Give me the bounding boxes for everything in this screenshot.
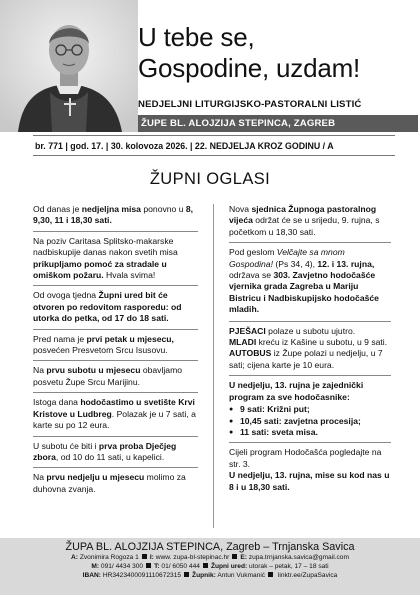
program-list — [229, 404, 391, 438]
parish-name-bar: ŽUPE BL. ALOJZIJA STEPINCA, ZAGREB — [138, 115, 418, 132]
notice-caritas: Na poziv Caritasa Splitsko-makarske nadbiskupije danas nakon svetih misa prikupljamo pomoć za stradale u omiškom požaru. Hvala svima! — [33, 235, 178, 281]
square-bullet-icon — [203, 563, 208, 568]
divider — [229, 321, 391, 322]
square-bullet-icon — [232, 554, 237, 559]
title-line-2: Gospodine, uzdam! — [138, 53, 361, 83]
website-link[interactable]: www. zupa-bl-stepinac.hr — [153, 554, 230, 561]
square-bullet-icon — [142, 554, 147, 559]
notice-sunday-program: U nedjelju, 13. rujna je zajednički program za sve hodočasnike: ● 9 sati: Križni put; ● 10,45 sati: zavjetna procesija; ● 11 sati: sveta misa. — [229, 380, 391, 438]
divider — [229, 442, 391, 443]
notice-pastoral-council: Nova sjednica Župnoga pastoralnog vijeća održat će se u srijedu, 9. rujna, s početkom u 18,30 sati. — [229, 204, 380, 237]
notice-vocations: Na prvu nedjelju u mjesecu molimo za duhovna zvanja. — [33, 472, 186, 494]
footer-contact-row-2: M: 091/ 4434 300 T: 01/ 6050 444 Župni ured: utorak – petak, 17 – 18 sati — [91, 563, 329, 570]
column-divider — [213, 204, 214, 528]
right-column — [229, 204, 391, 493]
program-item: ● 11 sati: sveta misa. — [229, 427, 391, 438]
square-bullet-icon — [146, 563, 151, 568]
section-title: ŽUPNI OGLASI — [149, 170, 271, 188]
title-line-1: U tebe se, — [138, 22, 255, 52]
divider — [33, 467, 198, 468]
pope-portrait-image — [0, 0, 138, 132]
divider — [33, 231, 198, 232]
notice-marija-bistrica: Pod geslom Velčajte sa mnom Gospodina! (Ps 34, 4), 12. i 13. rujna, održava se 303. Zavjetno hodočašće vjernika grada Zagreba u Mariju Bistricu i Nadbiskupijsko hodočašće mladih. — [229, 247, 379, 315]
notice-travel-options: PJEŠACI polaze u subotu ujutro. MLADI kreću iz Kašine u subotu, u 9 sati. AUTOBUS iz Župe polazi u nedjelju, u 7 sati; cijena karte je 10 eura. — [229, 325, 388, 370]
divider — [33, 360, 198, 361]
notice-full-program: Cijeli program Hodočašća pogledajte na str. 3. U nedjelju, 13. rujna, mise su kod nas u 8 i u 18,30 sati. — [229, 447, 390, 492]
footer — [0, 538, 420, 595]
footer-contact-row-1: A: Zvonimira Rogoza 1 I: www. zupa-bl-stepinac.hr E: zupa.trnjanska.savica@gmail.com — [71, 554, 349, 561]
left-column — [33, 204, 198, 495]
notice-childrens-choir: U subotu će biti i prva proba Dječjeg zbora, od 10 do 11 sati, u kapelici. — [33, 440, 177, 462]
issue-top-rule — [33, 135, 395, 136]
notice-parish-office: Od ovoga tjedna Župni ured bit će otvoren po redovitom rasporedu: od utorka do petka, od 17 do 18 sati. — [33, 290, 182, 324]
footer-contact-row-3: IBAN: HR3423400091110672315 Župnik: Antun Vukmanić linktr.ee/ZupaSavica — [82, 572, 338, 579]
linktree-link[interactable]: linktr.ee/ZupaSavica — [276, 572, 338, 579]
email-link[interactable]: zupa.trnjanska.savica@gmail.com — [246, 554, 349, 561]
footer-parish-title: ŽUPA BL. ALOJZIJA STEPINCA, Zagreb – Trnjanska Savica — [65, 541, 355, 553]
divider — [33, 285, 198, 286]
notice-first-friday: Pred nama je prvi petak u mjesecu, posvećen Presvetom Srcu Isusovu. — [33, 333, 174, 356]
notice-first-saturday: Na prvu subotu u mjesecu obavljamo posvetu Župe Srcu Marijinu. — [33, 365, 183, 387]
square-bullet-icon — [268, 572, 273, 577]
square-bullet-icon — [184, 572, 189, 577]
publication-tagline: NEDJELJNI LITURGIJSKO-PASTORALNI LISTIĆ — [138, 99, 362, 110]
divider — [33, 392, 198, 393]
issue-info: br. 771 | god. 17. | 30. kolovoza 2026. | 22. NEDJELJA KROZ GODINU / A — [35, 140, 334, 151]
divider — [33, 436, 198, 437]
title-block — [138, 22, 413, 84]
issue-bottom-rule — [33, 155, 395, 156]
program-item: ● 9 sati: Križni put; — [229, 404, 391, 415]
notice-ludbreg-pilgrimage: Istoga dana hodočastimo u svetište Krvi Kristove u Ludbreg. Polazak je u 7 sati, a karte su po 12 eura. — [33, 397, 196, 431]
masthead — [0, 0, 420, 132]
program-item: ● 10,45 sati: zavjetna procesija; — [229, 416, 391, 427]
notice-sunday-mass: Od danas je nedjeljna misa ponovno u 8, 9,30, 11 i 18,30 sati. — [33, 204, 194, 226]
divider — [229, 375, 391, 376]
divider — [33, 329, 198, 330]
divider — [229, 242, 391, 243]
